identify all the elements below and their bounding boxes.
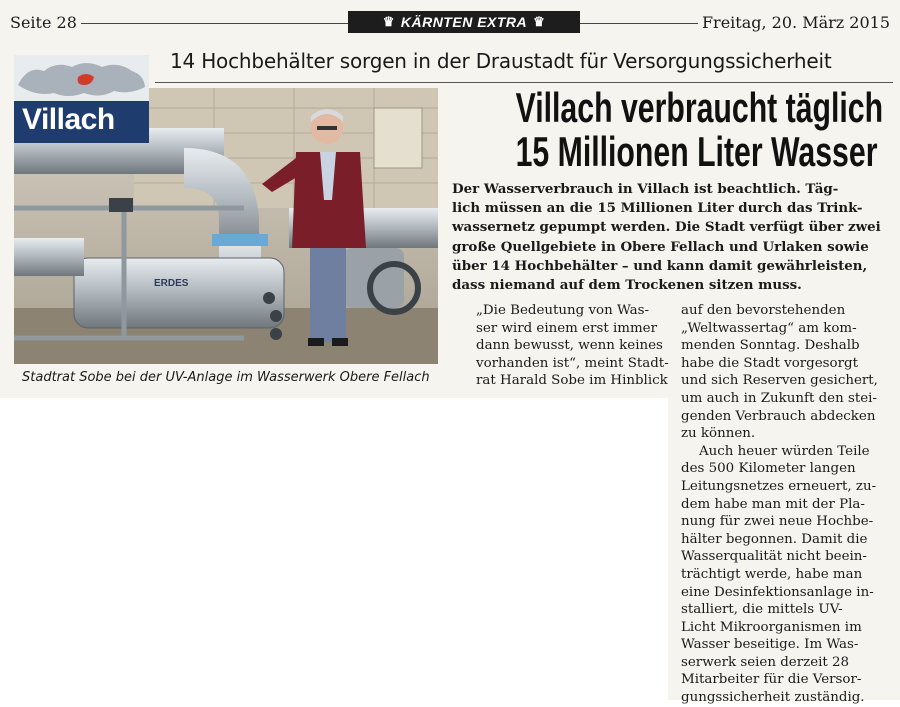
villach-logo [14, 55, 149, 143]
headline-line: Villach verbraucht täglich [515, 84, 884, 131]
map-icon [14, 55, 149, 101]
body-line: Leitungsnetzes erneuert, zu- [681, 478, 877, 494]
body-line: habe die Stadt vorgesorgt [681, 355, 858, 371]
headline-line: 15 Millionen Liter Wasser [515, 128, 878, 175]
body-line: menden Sonntag. Deshalb [681, 338, 860, 354]
body-line: serwerk seien derzeit 28 [681, 654, 850, 670]
issue-date: Freitag, 20. März 2015 [698, 13, 890, 32]
body-line: eine Desinfektionsanlage in- [681, 584, 874, 600]
body-line: nung für zwei neue Hochbe- [681, 514, 874, 530]
equipment-label: ERDES [154, 278, 189, 289]
body-line: hälter begonnen. Damit die [681, 531, 868, 547]
body-line: vorhanden ist“, meint Stadt- [476, 355, 669, 371]
body-line: ser wird einem erst immer [476, 320, 657, 336]
lead-line: Der Wasserverbrauch in Villach ist beachtlich. Täg- [452, 181, 839, 197]
body-line: Wasserqualität nicht beein- [681, 549, 867, 565]
body-line: gungssicherheit zuständig. [681, 690, 865, 706]
article-lead [452, 180, 890, 295]
body-line: stalliert, die mittels UV- [681, 602, 843, 618]
body-line: und sich Reserven gesichert, [681, 373, 878, 389]
body-line: dem habe man mit der Pla- [681, 496, 865, 512]
body-line: rat Harald Sobe im Hinblick [476, 373, 668, 389]
article-kicker: 14 Hochbehälter sorgen in der Draustadt für Versorgungssicherheit [170, 49, 832, 73]
lead-line: wassernetz gepumpt werden. Die Stadt verfügt über zwei [452, 219, 881, 236]
body-line: auf den bevorstehenden [681, 303, 846, 318]
logo-text: Villach [22, 103, 115, 136]
kicker-rule [155, 82, 893, 83]
page-number: Seite 28 [10, 13, 81, 32]
body-line: „Weltwassertag“ am kom- [681, 320, 857, 336]
crown-icon: ♛ [382, 14, 395, 29]
body-line: Mitarbeiter für die Versor- [681, 672, 862, 688]
photo-caption: Stadtrat Sobe bei der UV-Anlage im Wasserwerk Obere Fellach [22, 370, 430, 385]
body-line: genden Verbrauch abdecken [681, 408, 876, 424]
lead-line: dass niemand auf dem Trockenen sitzen muss. [452, 277, 802, 294]
lead-line: große Quellgebiete in Obere Fellach und Urlaken sowie [452, 238, 869, 255]
body-line: Auch heuer würden Teile [699, 443, 870, 459]
body-line: Licht Mikroorganismen im [681, 619, 862, 635]
header-rule-left [70, 23, 348, 24]
body-line: dann bewusst, wenn keines [476, 338, 663, 354]
body-line: Wasser beseitige. Im Was- [681, 637, 859, 653]
section-title: KÄRNTEN EXTRA [400, 14, 528, 30]
body-line: trächtigt werde, habe man [681, 566, 863, 582]
page-header [10, 10, 890, 36]
lead-line: über 14 Hochbehälter – und kann damit gewährleisten, [452, 257, 868, 274]
header-rule-right [580, 23, 710, 24]
body-line: um auch in Zukunft den stei- [681, 390, 877, 406]
body-line: des 500 Kilometer langen [681, 461, 856, 477]
section-rubric [348, 11, 580, 33]
body-line: „Die Bedeutung von Was- [476, 303, 649, 318]
crown-icon: ♛ [533, 14, 546, 29]
body-column-1 [476, 302, 669, 390]
lead-line: lich müssen an die 15 Millionen Liter durch das Trink- [452, 200, 863, 217]
body-column-2 [681, 302, 891, 707]
body-line: zu können. [681, 426, 756, 442]
carinthia-map-graphic [14, 55, 149, 101]
article-headline [515, 84, 884, 175]
